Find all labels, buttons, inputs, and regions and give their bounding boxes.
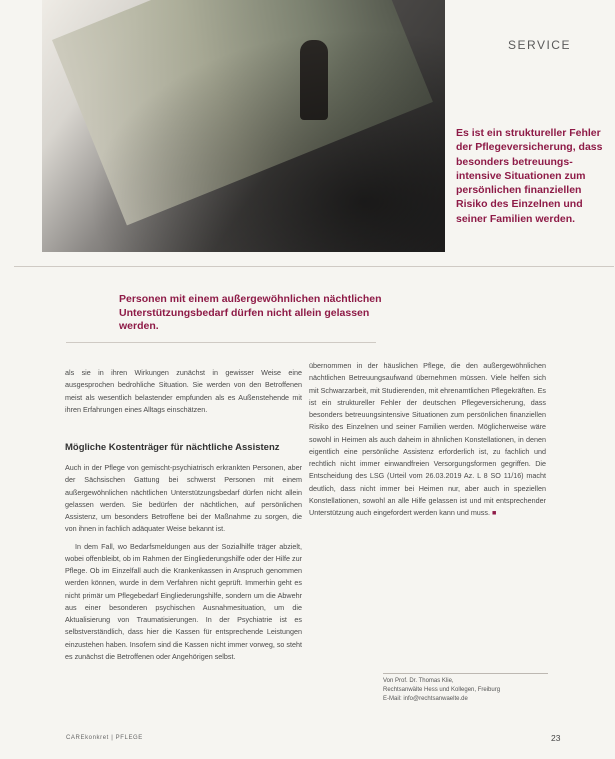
article-column-right — [309, 360, 546, 519]
author-name: Von Prof. Dr. Thomas Klie, — [383, 678, 454, 684]
author-affiliation: Rechtsanwälte Hess und Kollegen, Freiburg — [383, 687, 501, 693]
paragraph: Auch in der Pflege von gemischt-psychiatrisch erkrankten Personen, aber der Sächsischen Gattung bei schwerst Personen mit einem außergewöhnlichen nächtlichen Unterstützungsbedarf dürfen nicht allein gelassen werden. Sie bedürfen der nächtlichen, auf persönlichen Assistenz, um besonders Betroffene bei der Maßnahme zu sorgen, die von ihnen in fachlich adäquater Weise bekannt ist. — [65, 463, 302, 534]
publication-name: CAREkonkret | PFLEGE — [66, 735, 143, 741]
paragraph: In dem Fall, wo Bedarfsmeldungen aus der Sozialhilfe träger abzielt, wobei offenbleibt, ob im Rahmen der Eingliederungshilfe oder der Hilfe zur Pflege. Ob im Einzelfall auch die Krankenkassen in Anspruch genommen werden können, wurde in dem Verfahren nicht geprüft. Immerhin geht es nicht primär um Pflegebedarf Eingliederungshilfe, sondern um die Abwehr aus einer besonderen psychischen Ausnahmesituation, um die Aktualisierung von Traumatisierungen. In der Psychiatrie ist es selbstverständlich, dass hier die Kassen für entsprechende Leistungen einzustehen haben. Insofern sind die Kassen nicht immer vorweg, so steht es zunächst die Betroffenen oder Angehörigen selbst. — [65, 541, 302, 661]
paragraph: als sie in ihren Wirkungen zunächst in gewisser Weise eine ausgesprochen bedrohliche Situation. Sie werden von den Betroffenen meist als wesentlich belastender empfunden als es Außenstehende mit ihren Erfahrungen eines Alltags einschätzen. — [65, 368, 302, 414]
author-box — [383, 677, 593, 704]
end-mark-icon: ■ — [492, 508, 497, 517]
sidebar-quote: Es ist ein struktureller Fehler der Pflegeversicherung, dass besonders betreuungsintensive Situationen zum persönlichen finanziellen Risiko des Einzelnen und seiner Familien werden. — [456, 127, 603, 225]
pullquote: Personen mit einem außergewöhnlichen nächtlichen Unterstützungsbedarf dürfen nicht allein gelassen werden. — [119, 293, 382, 332]
author-email: E-Mail: info@rechtsanwaelte.de — [383, 696, 468, 702]
divider — [14, 266, 614, 267]
paragraph-text: übernommen in der häuslichen Pflege, die den außergewöhnlichen nächtlichen Betreuungsaufwand übernehmen müssen. Viele helfen sich mit Schwarzarbeit, mit Studierenden, mit ehrenamtlichen Pflegekräften. Es ist ein struktureller Fehler der deutschen Pflegeversicherung, dass besonders betreuungsintensive Situationen zum persönlichen finanziellen Risiko des Einzelnen und seiner Familien werden. Möglicherweise wäre sowohl in Heimen als auch daheim in ähnlichen Konstellationen, in denen eigentlich eine persönliche Assistenz erforderlich ist, zu fachlich und rechtlich nicht immer einwandfreien Versorgungsformen gegriffen. Die Entscheidung des LSG (Urteil vom 26.03.2019 Az. L 8 SO 11/16) macht deutlich, dass nicht immer bei Heimen nur, aber auch in speziellen Konstellationen, sowohl an alle Hilfe gelassen ist und mit entsprechender Unterstützung auch eingefordert werden kann und muss. — [309, 361, 546, 517]
divider — [383, 673, 548, 674]
section-label: SERVICE — [508, 38, 571, 52]
photo-shadow — [42, 0, 445, 252]
banknote-photo — [42, 0, 445, 252]
article-column-left — [65, 367, 302, 663]
divider — [66, 342, 376, 343]
paragraph — [309, 360, 546, 519]
page-number: 23 — [551, 733, 561, 743]
section-heading: Mögliche Kostenträger für nächtliche Assistenz — [65, 442, 280, 453]
